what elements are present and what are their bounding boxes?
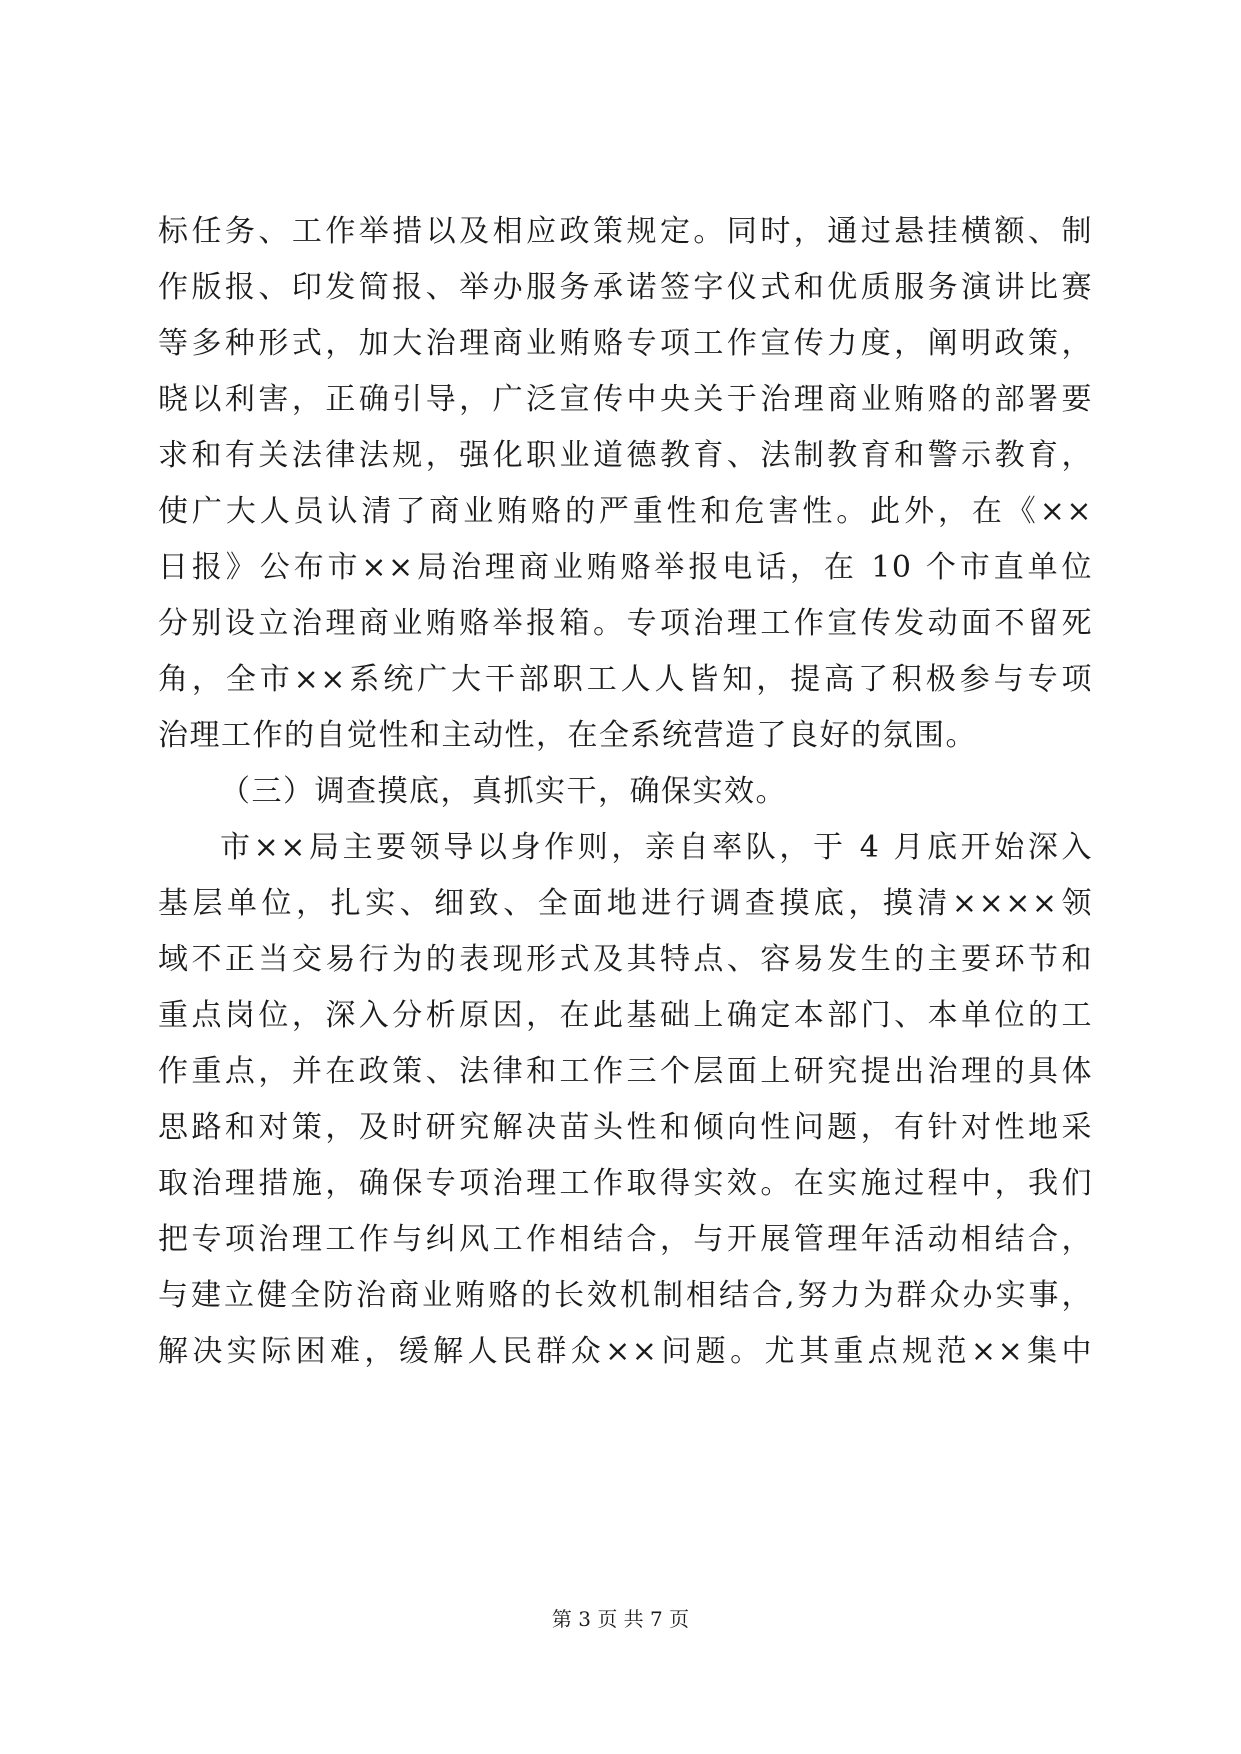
body-text-line: 重点岗位，深入分析原因，在此基础上确定本部门、本单位的工 bbox=[158, 998, 1093, 1033]
body-text-line: 等多种形式，加大治理商业贿赂专项工作宣传力度，阐明政策， bbox=[158, 326, 1093, 361]
body-text-line: 使广大人员认清了商业贿赂的严重性和危害性。此外，在《×× bbox=[158, 494, 1093, 529]
body-text-line: 市××局主要领导以身作则，亲自率队，于 4 月底开始深入 bbox=[220, 830, 1093, 865]
body-text-line: 晓以利害，正确引导，广泛宣传中央关于治理商业贿赂的部署要 bbox=[158, 382, 1093, 417]
body-text-line: 域不正当交易行为的表现形式及其特点、容易发生的主要环节和 bbox=[158, 942, 1093, 977]
body-text-line: 角，全市××系统广大干部职工人人皆知，提高了积极参与专项 bbox=[158, 662, 1093, 697]
body-text-line: 求和有关法律法规，强化职业道德教育、法制教育和警示教育， bbox=[158, 438, 1093, 473]
body-text-line: 把专项治理工作与纠风工作相结合，与开展管理年活动相结合， bbox=[158, 1222, 1093, 1257]
body-text-line: 解决实际困难，缓解人民群众××问题。尤其重点规范××集中 bbox=[158, 1334, 1093, 1369]
body-text-line: 治理工作的自觉性和主动性，在全系统营造了良好的氛围。 bbox=[158, 718, 977, 753]
page-number-footer: 第 3 页 共 7 页 bbox=[551, 1607, 690, 1631]
section-heading: （三）调查摸底，真抓实干，确保实效。 bbox=[220, 774, 787, 809]
body-text-line: 基层单位，扎实、细致、全面地进行调查摸底，摸清××××领 bbox=[158, 886, 1093, 921]
body-text-line: 取治理措施，确保专项治理工作取得实效。在实施过程中，我们 bbox=[158, 1166, 1093, 1201]
body-text-line: 分别设立治理商业贿赂举报箱。专项治理工作宣传发动面不留死 bbox=[158, 606, 1093, 641]
body-text-line: 思路和对策，及时研究解决苗头性和倾向性问题，有针对性地采 bbox=[158, 1110, 1093, 1145]
body-text-line: 作重点，并在政策、法律和工作三个层面上研究提出治理的具体 bbox=[158, 1054, 1093, 1089]
body-text-line: 日报》公布市××局治理商业贿赂举报电话，在 10 个市直单位 bbox=[158, 550, 1093, 585]
body-text-line: 作版报、印发简报、举办服务承诺签字仪式和优质服务演讲比赛 bbox=[158, 270, 1093, 305]
body-text-line: 与建立健全防治商业贿赂的长效机制相结合,努力为群众办实事， bbox=[158, 1278, 1093, 1313]
body-text-line: 标任务、工作举措以及相应政策规定。同时，通过悬挂横额、制 bbox=[158, 214, 1093, 249]
